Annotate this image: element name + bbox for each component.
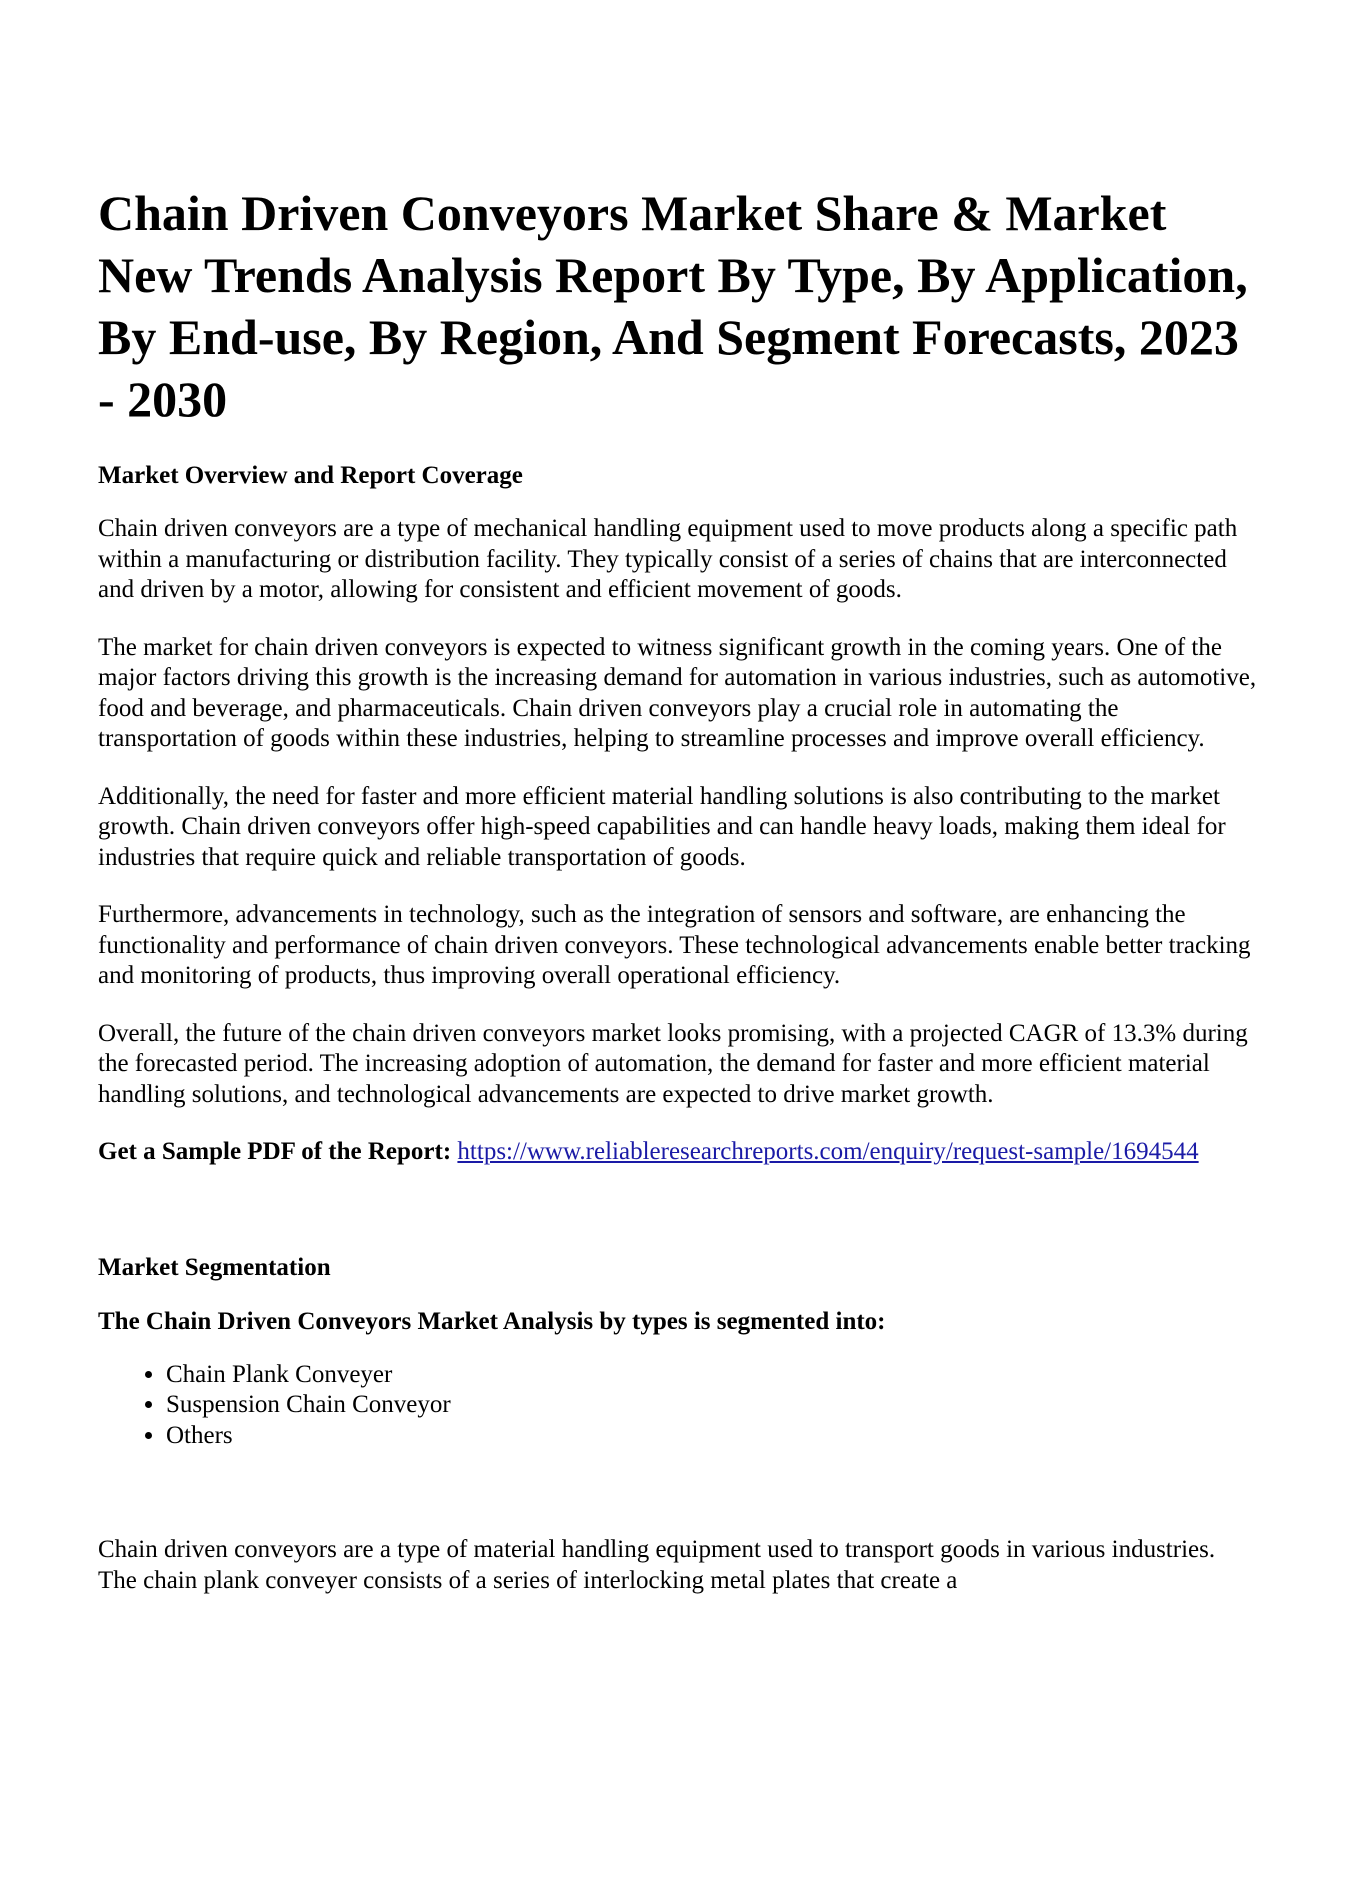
sample-pdf-link[interactable]: https://www.reliableresearchreports.com/enquiry/request-sample/1694544 — [457, 1138, 1199, 1165]
types-description-paragraph: Chain driven conveyors are a type of material handling equipment used to transport goods in various industries. The chain plank conveyer consists of a series of interlocking metal plates that create a — [98, 1536, 1216, 1594]
page-title: Chain Driven Conveyors Market Share & Market New Trends Analysis Report By Type, By Application, By End-use, By Region, And Segment Forecasts, 2023 - 2030 — [98, 185, 1248, 427]
sample-pdf-line — [98, 1137, 1258, 1168]
sample-pdf-label: Get a Sample PDF of the Report: — [98, 1138, 452, 1165]
overview-paragraph-2: The market for chain driven conveyors is expected to witness significant growth in the coming years. One of the major factors driving this growth is the increasing demand for automation in various industries, such as automotive, food and beverage, and pharmaceuticals. Chain driven conveyors play a crucial role in automating the transportation of goods within these industries, helping to streamline processes and improve overall efficiency. — [98, 633, 1257, 752]
report-page — [98, 182, 1258, 1623]
types-list — [98, 1360, 1258, 1452]
overview-paragraph-5: Overall, the future of the chain driven conveyors market looks promising, with a projected CAGR of 13.3% during the forecasted period. The increasing adoption of automation, the demand for faster and more efficient material handling solutions, and technological advancements are expected to drive market growth. — [98, 1019, 1248, 1108]
overview-paragraph-4: Furthermore, advancements in technology, such as the integration of sensors and software, are enhancing the functionality and performance of chain driven conveyors. These technological advancements enable better tracking and monitoring of products, thus improving overall operational efficiency. — [98, 901, 1251, 989]
list-item: • Chain Plank Conveyer — [166, 1360, 1258, 1391]
list-item: • Suspension Chain Conveyor — [166, 1390, 1258, 1421]
overview-paragraph-1: Chain driven conveyors are a type of mechanical handling equipment used to move products along a specific path within a manufacturing or distribution facility. They typically consist of a series of chains that are interconnected and driven by a motor, allowing for consistent and efficient movement of goods. — [98, 515, 1238, 603]
segmentation-heading: Market Segmentation — [98, 1253, 331, 1281]
overview-heading: Market Overview and Report Coverage — [98, 462, 523, 489]
overview-paragraph-3: Additionally, the need for faster and more efficient material handling solutions is also contributing to the market growth. Chain driven conveyors offer high-speed capabilities and can handle heavy loads, making them ideal for industries that require quick and reliable transportation of goods. — [98, 782, 1226, 871]
list-item: • Others — [166, 1421, 1258, 1452]
types-heading: The Chain Driven Conveyors Market Analysis by types is segmented into: — [98, 1307, 886, 1335]
